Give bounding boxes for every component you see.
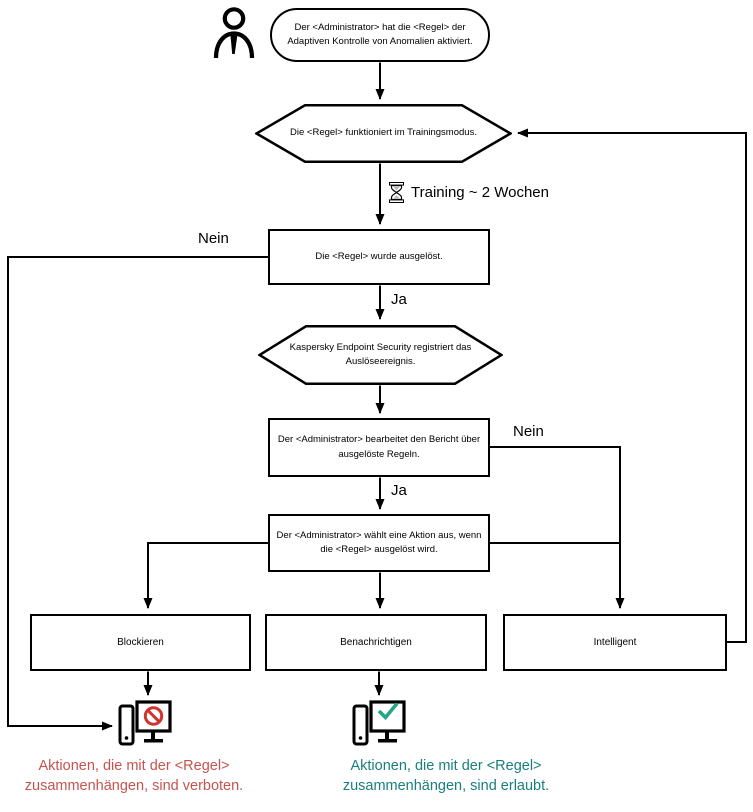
node-training-mode-text: Die <Regel> funktioniert im Trainingsmodus. [290,127,477,139]
node-admin-action [268,514,490,572]
edge-action-to-block [148,543,268,608]
training-duration-label [389,182,549,203]
node-smart-label: Intelligent [593,637,637,648]
edge-label-ja-bottom: Ja [391,482,407,499]
caption-forbidden: Aktionen, die mit der <Regel> zusammenhängen, sind verboten. [24,758,244,794]
admin-person-icon [213,5,255,59]
edge-smart-loop-to-training [518,133,746,642]
node-block-label: Blockieren [117,637,164,648]
edge-nein-to-smart [490,447,620,608]
edge-label-nein-left: Nein [198,230,229,247]
node-admin-report-text: Der <Administrator> bearbeitet den Bericht über ausgelöste Regeln. [277,434,481,460]
computer-allowed-icon [352,699,406,749]
node-rule-triggered [268,229,490,285]
node-block [30,614,251,671]
node-start [270,8,490,62]
node-notify-label: Benachrichtigen [340,637,412,648]
node-notify [265,614,487,671]
training-duration-text: Training ~ 2 Wochen [411,184,549,201]
computer-blocked-icon [118,699,172,749]
node-rule-triggered-text: Die <Regel> wurde ausgelöst. [315,250,443,262]
edge-label-nein-right: Nein [513,423,544,440]
caption-allowed: Aktionen, die mit der <Regel> zusammenhängen, sind erlaubt. [342,758,550,794]
node-kes-registers-text: Kaspersky Endpoint Security registriert das Auslöseereignis. [289,341,472,367]
node-start-text: Der <Administrator> hat die <Regel> der Adaptiven Kontrolle von Anomalien aktiviert. [287,21,473,47]
node-smart [503,614,727,671]
node-kes-registers [258,325,503,385]
node-training-mode [255,104,512,163]
node-admin-action-text: Der <Administrator> wählt eine Aktion aus, wenn die <Regel> ausgelöst wird. [276,529,482,555]
hourglass-icon [389,182,404,203]
node-admin-report [268,418,490,477]
edge-label-ja-top: Ja [391,291,407,308]
